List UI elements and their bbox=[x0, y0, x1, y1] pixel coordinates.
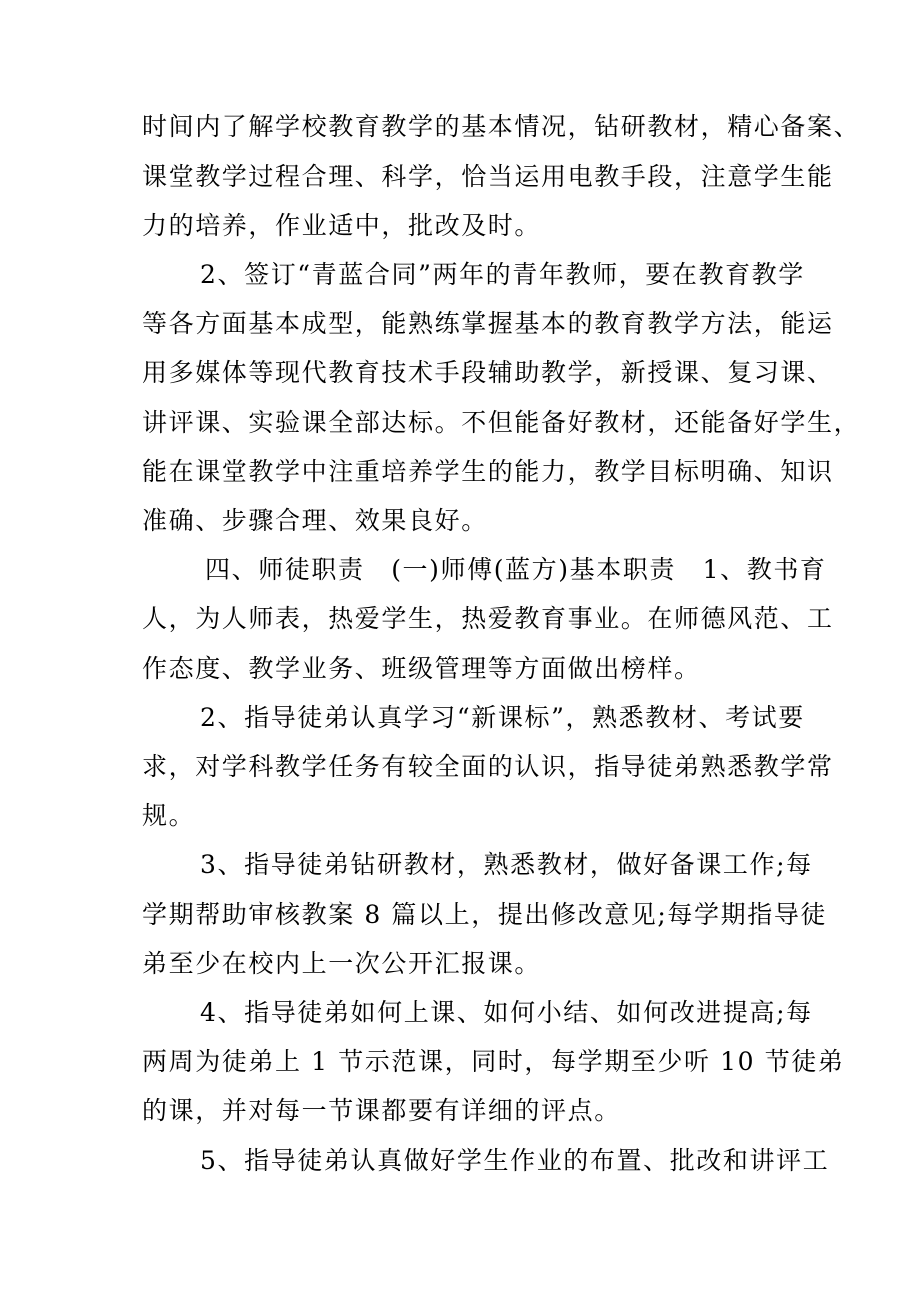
text-line: 准确、步骤合理、效果良好。 bbox=[142, 506, 488, 535]
text-line: 2、签订“青蓝合同”两年的青年教师，要在教育教学 bbox=[200, 260, 805, 289]
text-line: 3、指导徒弟钻研教材，熟悉教材，做好备课工作;每 bbox=[200, 850, 813, 879]
text-line: 讲评课、实验课全部达标。不但能备好教材，还能备好学生， bbox=[142, 408, 861, 437]
text-line: 规。 bbox=[142, 801, 196, 830]
text-line: 4、指导徒弟如何上课、如何小结、如何改进提高;每 bbox=[200, 998, 813, 1027]
text-line: 弟至少在校内上一次公开汇报课。 bbox=[142, 949, 542, 978]
text-line: 求，对学科教学任务有较全面的认识，指导徒弟熟悉教学常 bbox=[142, 752, 834, 781]
text-line: 作态度、教学业务、班级管理等方面做出榜样。 bbox=[142, 654, 701, 683]
text-line: 四、师徒职责 (一)师傅(蓝方)基本职责 1、教书育 bbox=[205, 555, 827, 584]
text-line: 的课，并对每一节课都要有详细的评点。 bbox=[142, 1096, 621, 1125]
text-line: 时间内了解学校教育教学的基本情况，钻研教材，精心备案、 bbox=[142, 112, 861, 141]
text-line: 用多媒体等现代教育技术手段辅助教学，新授课、复习课、 bbox=[142, 358, 834, 387]
text-line: 2、指导徒弟认真学习“新课标”，熟悉教材、考试要 bbox=[200, 703, 805, 732]
text-line: 人，为人师表，热爱学生，热爱教育事业。在师德风范、工 bbox=[142, 604, 834, 633]
text-line: 两周为徒弟上 1 节示范课，同时，每学期至少听 10 节徒弟 bbox=[142, 1047, 845, 1076]
text-line: 力的培养，作业适中，批改及时。 bbox=[142, 211, 542, 240]
text-line: 5、指导徒弟认真做好学生作业的布置、批改和讲评工 bbox=[200, 1146, 830, 1175]
text-line: 课堂教学过程合理、科学，恰当运用电教手段，注意学生能 bbox=[142, 162, 834, 191]
text-line: 学期帮助审核教案 8 篇以上，提出修改意见;每学期指导徒 bbox=[142, 900, 828, 929]
text-line: 能在课堂教学中注重培养学生的能力，教学目标明确、知识 bbox=[142, 457, 834, 486]
text-line: 等各方面基本成型，能熟练掌握基本的教育教学方法，能运 bbox=[142, 309, 834, 338]
